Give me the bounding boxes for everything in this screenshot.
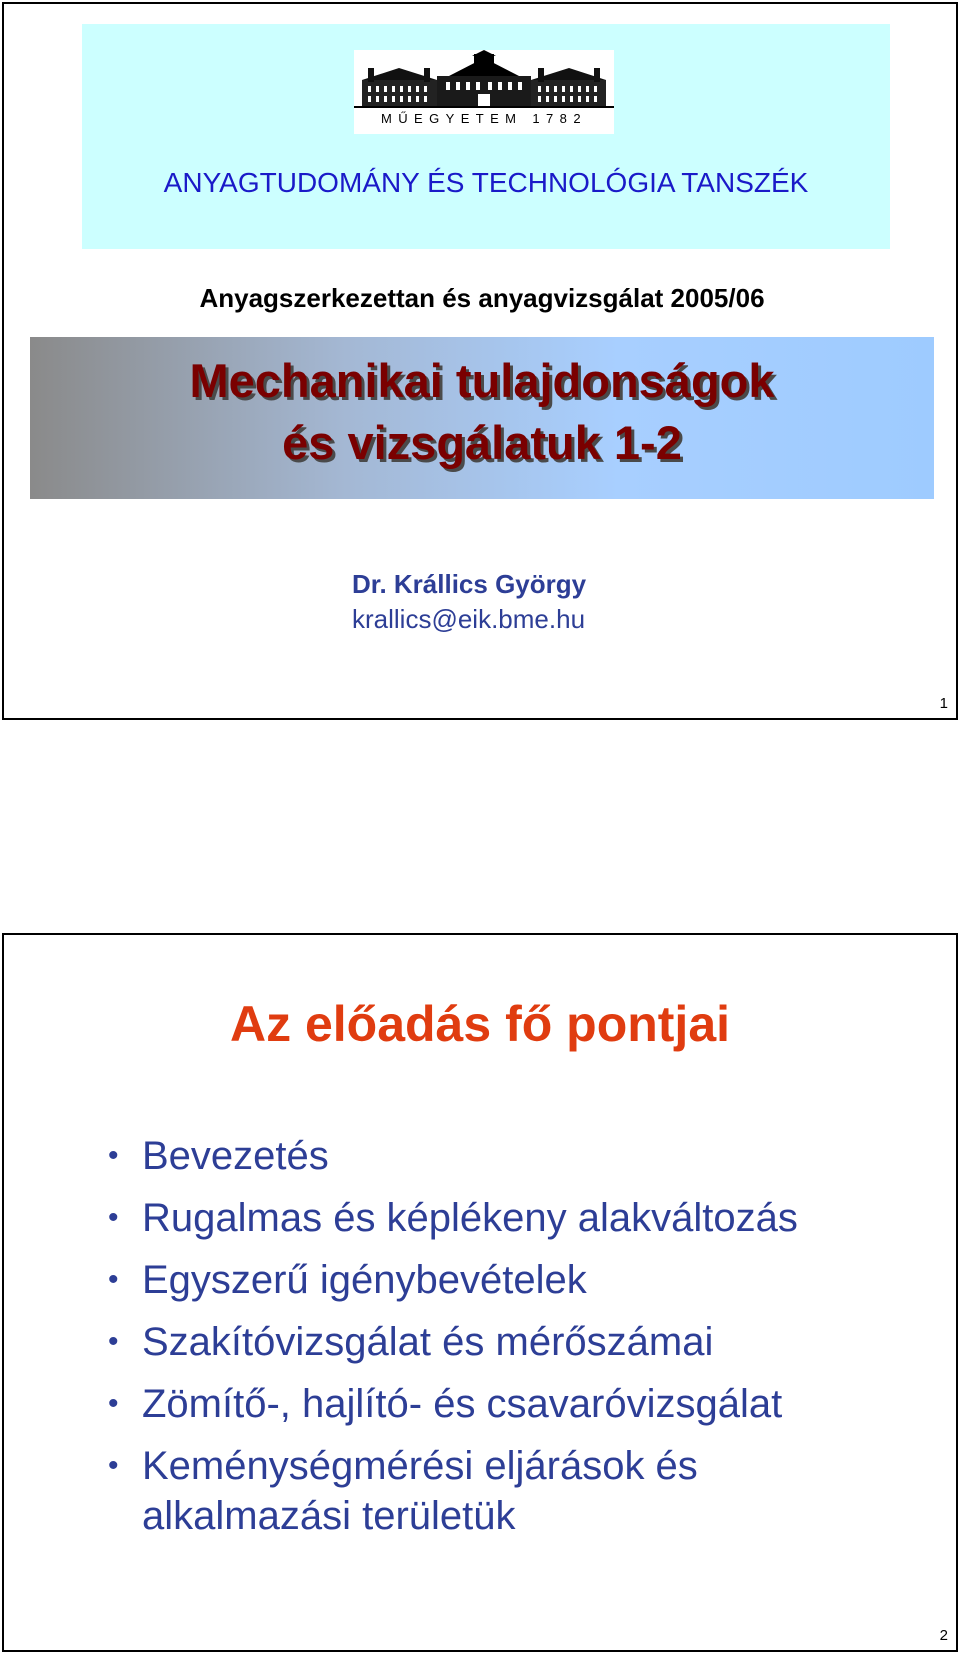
slide-2 [2, 933, 958, 1652]
list-item [102, 1131, 798, 1181]
page-number: 1 [939, 695, 948, 712]
bullet-icon: • [108, 1449, 119, 1482]
lecture-title-line-1: Mechanikai tulajdonságok [189, 354, 775, 407]
bullet-icon: • [108, 1387, 119, 1420]
bullet-text: Bevezetés [142, 1134, 329, 1178]
author-name: Dr. Krállics György [352, 569, 587, 599]
university-logo [354, 50, 614, 134]
bullet-icon: • [108, 1139, 119, 1172]
building-illustration-icon [354, 50, 614, 110]
bullet-text: Szakítóvizsgálat és mérőszámai [142, 1320, 714, 1364]
lecture-title-banner [30, 337, 934, 499]
course-title: Anyagszerkezettan és anyagvizsgálat 2005/06 [199, 283, 765, 313]
list-item [102, 1441, 762, 1541]
author-email[interactable]: krallics@eik.bme.hu [352, 604, 586, 634]
list-item [102, 1255, 798, 1305]
bullet-text: Zömítő-, hajlító- és csavaróvizsgálat [142, 1382, 783, 1426]
bullet-text: Egyszerű igénybevételek [142, 1258, 587, 1302]
logo-caption: MŰEGYETEM 1782 [381, 111, 587, 126]
header-banner [82, 24, 890, 249]
lecture-title-line-2: és vizsgálatuk 1-2 [282, 416, 682, 469]
slide-title: Az előadás fő pontjai [229, 996, 731, 1052]
department-name: ANYAGTUDOMÁNY ÉS TECHNOLÓGIA TANSZÉK [163, 167, 809, 198]
page-number: 2 [939, 1627, 948, 1644]
bullet-icon: • [108, 1263, 119, 1296]
list-item [102, 1379, 798, 1429]
list-item [102, 1193, 798, 1243]
bullet-list [102, 1131, 798, 1553]
bullet-text: Rugalmas és képlékeny alakváltozás [142, 1196, 798, 1240]
bullet-icon: • [108, 1201, 119, 1234]
bullet-text: Keménységmérési eljárások és alkalmazási területük [142, 1444, 698, 1538]
list-item [102, 1317, 798, 1367]
slide-1 [2, 2, 958, 720]
bullet-icon: • [108, 1325, 119, 1358]
